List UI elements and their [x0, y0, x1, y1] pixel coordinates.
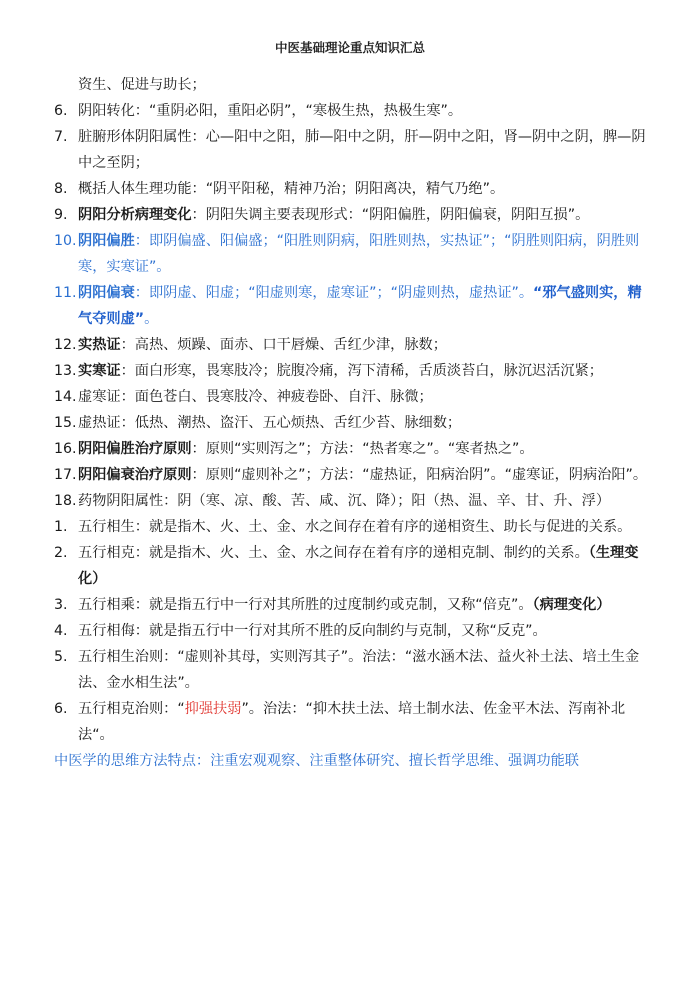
- item-definition: ：即阴虚、阳虚；“阳虚则寒，虚寒证”；“阴虚则热，虚热证”。: [134, 285, 534, 301]
- list-item: [54, 514, 652, 540]
- list-item: [54, 410, 652, 436]
- list-item: [54, 618, 652, 644]
- item-text: 阴阳转化：“重阴必阳，重阳必阴”，“寒极生热，热极生寒”。: [78, 103, 463, 119]
- item-number: 1.: [54, 519, 68, 535]
- list-item: [54, 488, 652, 514]
- item-number: 8.: [54, 181, 68, 197]
- item-definition: ：原则“实则泻之”；方法：“热者寒之”。“寒者热之”。: [191, 441, 534, 457]
- item-term: 阴阳偏胜: [78, 233, 135, 249]
- item-number: 10.: [54, 233, 77, 249]
- item-text: [78, 280, 652, 332]
- item-definition: ：面白形寒，畏寒肢冷；脘腹冷痛，泻下清稀，舌质淡苔白，脉沉迟活沉紧；: [120, 363, 603, 379]
- item-number: 17.: [54, 467, 77, 483]
- item-number: 3.: [54, 597, 68, 613]
- item-definition: 五行相克：就是指木、火、土、金、水之间存在着有序的递相克制、制约的关系。: [78, 545, 589, 561]
- item-text: [78, 540, 652, 592]
- item-number: 12.: [54, 337, 77, 353]
- item-number: 5.: [54, 649, 68, 665]
- item-text: [78, 462, 652, 488]
- item-definition: ：阴阳失调主要表现形式：“阴阳偏胜，阴阳偏衰，阴阳互损”。: [191, 207, 590, 223]
- item-number: 13.: [54, 363, 77, 379]
- item-number: 11.: [54, 285, 77, 301]
- item-text: 虚寒证：面色苍白、畏寒肢冷、神疲卷卧、自汗、脉微；: [78, 389, 433, 405]
- list-item: [54, 280, 652, 332]
- item-definition: 五行相乘：就是指五行中一行对其所胜的过度制约或克制，又称“倍克”。: [78, 597, 533, 613]
- item-number: 6.: [54, 701, 68, 717]
- list-item: [54, 98, 652, 124]
- item-text: [78, 202, 652, 228]
- item-term: 实寒证: [78, 363, 121, 379]
- item-text: 药物阴阳属性：阴（寒、凉、酸、苦、咸、沉、降）；阳（热、温、辛、甘、升、浮）: [78, 493, 611, 509]
- item-text: 五行相生：就是指木、火、土、金、水之间存在着有序的递相资生、助长与促进的关系。: [78, 519, 632, 535]
- item-highlight: 抑强扶弱: [184, 701, 242, 717]
- item-text: [78, 696, 652, 748]
- list-item: [54, 644, 652, 696]
- list-item: [54, 202, 652, 228]
- line-text: 资生、促进与助长；: [78, 77, 206, 93]
- item-number: 6.: [54, 103, 68, 119]
- item-definition: ：原则“虚则补之”；方法：“虚热证，阳病治阴”。“虚寒证，阴病治阳”。: [191, 467, 648, 483]
- item-text: 概括人体生理功能：“阴平阳秘，精神乃治；阴阳离决，精气乃绝”。: [78, 181, 505, 197]
- item-number: 18.: [54, 493, 77, 509]
- item-number: 2.: [54, 545, 68, 561]
- list-item: [54, 124, 652, 176]
- item-note: （生理变化）: [78, 545, 639, 587]
- item-text: 脏腑形体阴阳属性：心—阳中之阳，肺—阳中之阴，肝—阴中之阳，肾—阴中之阴，脾—阴中之至阴；: [78, 129, 646, 171]
- document-body: [54, 72, 652, 774]
- item-number: 7.: [54, 129, 68, 145]
- item-definition: ：高热、烦躁、面赤、口干唇燥、舌红少津，脉数；: [120, 337, 447, 353]
- paragraph-continuation: [54, 72, 652, 98]
- item-number: 14.: [54, 389, 77, 405]
- item-definition-rest: ”。治法：“抑木扶土法、培土制水法、佐金平木法、泻南补北法“。: [78, 701, 626, 743]
- item-note: （病理变化）: [532, 597, 611, 613]
- item-term: 阴阳分析病理变化: [78, 207, 192, 223]
- item-emphasis: “邪气盛则实，精气夺则虚”: [78, 285, 642, 327]
- item-term: 实热证: [78, 337, 121, 353]
- item-number: 4.: [54, 623, 68, 639]
- summary-line: 中医学的思维方法特点：注重宏观观察、注重整体研究、擅长哲学思维、强调功能联: [54, 753, 579, 769]
- list-item: [54, 462, 652, 488]
- list-item: [54, 332, 652, 358]
- item-definition: ：即阴偏盛、阳偏盛；“阳胜则阴病，阳胜则热，实热证”；“阴胜则阳病，阴胜则寒，实寒证”。: [78, 233, 640, 275]
- item-text: [78, 592, 652, 618]
- item-term: 阴阳偏衰治疗原则: [78, 467, 192, 483]
- page-header-title: 中医基础理论重点知识汇总: [274, 40, 425, 55]
- item-definition: 五行相克治则：“: [78, 701, 185, 717]
- item-punct: 。: [144, 311, 159, 327]
- item-text: 虚热证：低热、潮热、盗汗、五心烦热、舌红少苔、脉细数；: [78, 415, 462, 431]
- list-item: [54, 696, 652, 748]
- list-item: [54, 384, 652, 410]
- item-text: [78, 228, 652, 280]
- item-term: 阴阳偏胜治疗原则: [78, 441, 192, 457]
- list-item: [54, 540, 652, 592]
- item-number: 9.: [54, 207, 68, 223]
- item-number: 16.: [54, 441, 77, 457]
- item-text: 五行相生治则：“虚则补其母，实则泻其子”。治法：“滋水涵木法、益火补土法、培土生金法、金水相生法”。: [78, 649, 640, 691]
- item-text: [78, 358, 652, 384]
- item-text: 五行相侮：就是指五行中一行对其所不胜的反向制约与克制，又称“反克”。: [78, 623, 547, 639]
- item-text: [78, 436, 652, 462]
- item-text: [78, 332, 652, 358]
- list-item: [54, 228, 652, 280]
- list-item: [54, 592, 652, 618]
- item-number: 15.: [54, 415, 77, 431]
- list-item: [54, 176, 652, 202]
- list-item: [54, 436, 652, 462]
- list-item: [54, 358, 652, 384]
- item-term: 阴阳偏衰: [78, 285, 135, 301]
